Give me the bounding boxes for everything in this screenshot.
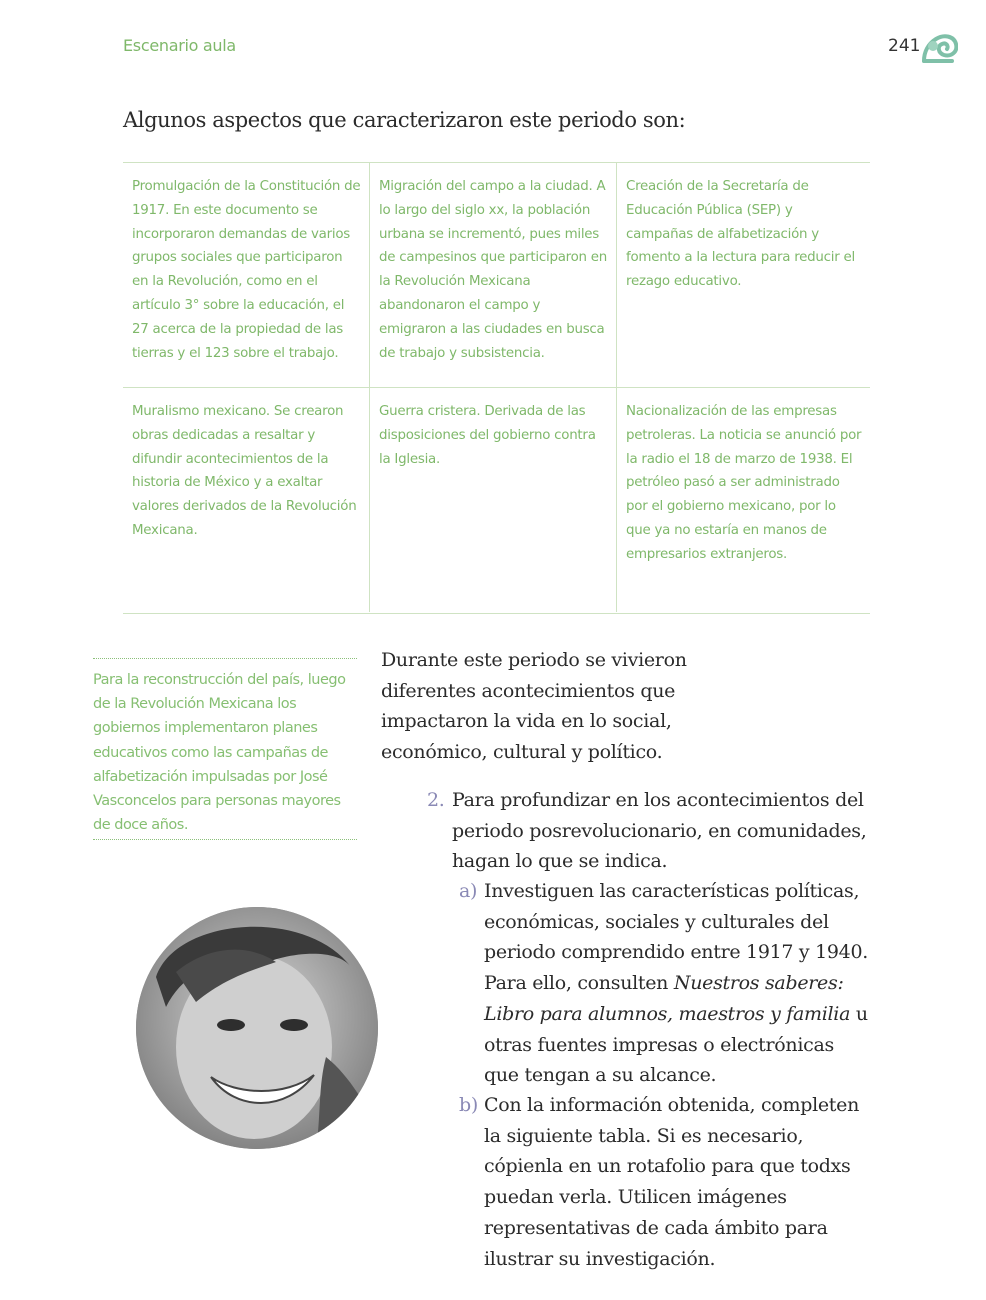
subitem-a-text-before: Investiguen las características políticas, económicas, sociales y culturales del periodo comprendido entre 1917 y 1940. Para ello, consulten xyxy=(484,880,868,995)
page-number: 241 xyxy=(888,36,921,56)
student-photo xyxy=(136,907,378,1149)
body-paragraph: Durante este periodo se vivieron diferentes acontecimientos que impactaron la vida en lo social, económico, cultural y político. xyxy=(381,649,687,763)
section-title: Escenario aula xyxy=(123,36,236,55)
aspects-table xyxy=(123,162,870,614)
activity-number: 2. xyxy=(427,789,445,811)
aspect-cell-migration: Migración del campo a la ciudad. A lo largo del siglo xx, la población urbana se incrementó, pues miles de campesinos que participaron en la Revolución Mexicana abandonaron el campo y emigraron a las ciudades en busca de trabajo y subsistencia. xyxy=(370,163,617,388)
aspect-cell-sep: Creación de la Secretaría de Educación Pública (SEP) y campañas de alfabetización y fomento a la lectura para reducir el rezago educativo. xyxy=(617,163,870,388)
activity-subitem-b xyxy=(459,1090,869,1274)
intro-heading: Algunos aspectos que caracterizaron este periodo son: xyxy=(123,108,686,132)
student-portrait-illustration xyxy=(136,907,378,1149)
subitem-text-b: Con la información obtenida, completen la siguiente tabla. Si es necesario, cópienla en un rotafolio para que todxs puedan verla. Utilicen imágenes representativas de cada ámbito para ilustrar su investigación. xyxy=(484,1094,860,1270)
snail-icon xyxy=(922,30,958,64)
side-note: Para la reconstrucción del país, luego de la Revolución Mexicana los gobiernos implementaron planes educativos como las campañas de alfabetización impulsadas por José Vasconcelos para personas mayores de doce años. xyxy=(93,658,357,840)
activity-item-2 xyxy=(427,785,887,877)
book-title: Nuestros saberes: Libro para alumnos, maestros y familia xyxy=(484,972,851,1025)
aspect-cell-cristera: Guerra cristera. Derivada de las disposiciones del gobierno contra la Iglesia. xyxy=(370,388,617,612)
subitem-letter-b: b) xyxy=(459,1094,478,1116)
subitem-a-text-after: u otras fuentes impresas o electrónicas que tengan a su alcance. xyxy=(484,1002,868,1087)
subitem-text-a xyxy=(484,876,869,1091)
activity-subitem-a xyxy=(459,876,869,1091)
aspect-cell-oil: Nacionalización de las empresas petroleras. La noticia se anunció por la radio el 18 de marzo de 1938. El petróleo pasó a ser administrado por el gobierno mexicano, por lo que ya no estaría en manos de empresarios extranjeros. xyxy=(626,404,862,562)
subitem-letter-a: a) xyxy=(459,880,478,902)
aspect-cell-muralism: Muralismo mexicano. Se crearon obras dedicadas a resaltar y difundir acontecimientos de la historia de México y a exaltar valores derivados de la Revolución Mexicana. xyxy=(123,388,370,612)
aspect-cell-constitution: Promulgación de la Constitución de 1917. En este documento se incorporaron demandas de varios grupos sociales que participaron en la Revolución, como en el artículo 3° sobre la educación, el 27 acerca de la propiedad de las tierras y el 123 sobre el trabajo. xyxy=(123,163,370,388)
activity-text: Para profundizar en los acontecimientos del periodo posrevolucionario, en comunidades, hagan lo que se indica. xyxy=(452,789,867,872)
